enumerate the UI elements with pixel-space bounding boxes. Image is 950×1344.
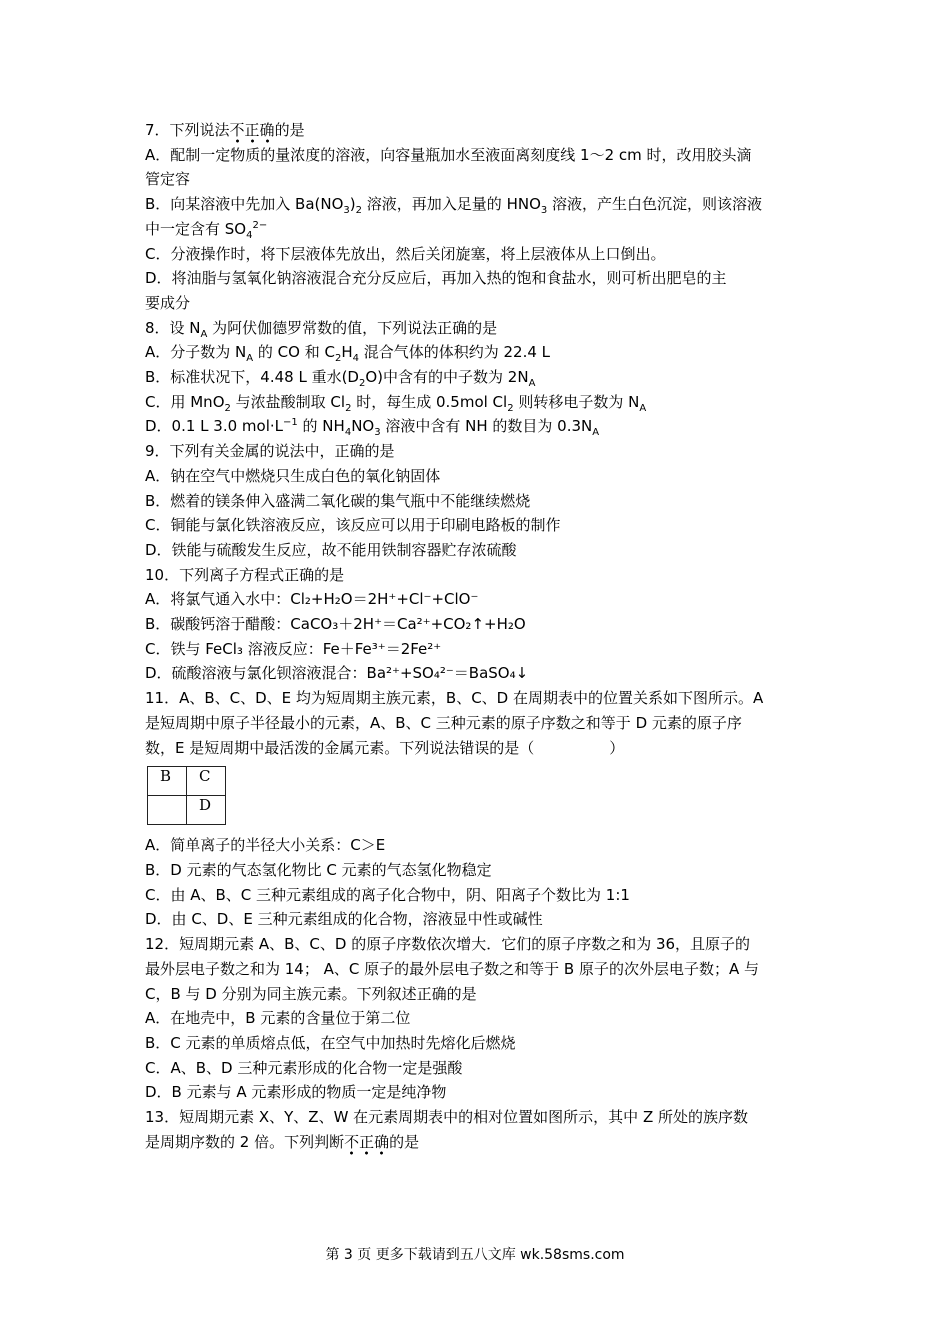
q10-option-c: C．铁与 FeCl₃ 溶液反应：Fe＋Fe³⁺＝2Fe²⁺ bbox=[145, 639, 442, 658]
table-cell: D bbox=[187, 796, 226, 825]
q9-stem: 9．下列有关金属的说法中，正确的是 bbox=[145, 442, 395, 461]
q9-option-d: D．铁能与硫酸发生反应，故不能用铁制容器贮存浓硫酸 bbox=[145, 540, 517, 559]
q11-stem-1: 11．A、B、C、D、E 均为短周期主族元素，B、C、D 在周期表中的位置关系如下图所示。A bbox=[145, 689, 764, 708]
q7-option-a: A．配制一定物质的量浓度的溶液，向容量瓶加水至液面离刻度线 1～2 cm 时，改用胶头滴 bbox=[145, 145, 752, 164]
q12-stem-3: C，B 与 D 分别为同主族元素。下列叙述正确的是 bbox=[145, 984, 477, 1003]
q12-stem-1: 12．短周期元素 A、B、C、D 的原子序数依次增大．它们的原子序数之和为 36，且原子的 bbox=[145, 935, 751, 954]
periodic-position-table bbox=[147, 766, 226, 825]
q11-stem-3: 数，E 是短周期中最活泼的金属元素。下列说法错误的是（ ） bbox=[145, 738, 625, 757]
q11-option-d: D．由 C、D、E 三种元素组成的化合物，溶液显中性或碱性 bbox=[145, 910, 543, 929]
q10-stem: 10．下列离子方程式正确的是 bbox=[145, 565, 345, 584]
q8-option-a: A．分子数为 $N_A$ 的 CO 和 $C_2H_4$ 混合气体的体积约为 22.4 L bbox=[145, 343, 551, 365]
q7-option-b: B．向某溶液中先加入 $Ba(NO_3)_2$ 溶液，再加入足量的 $HNO_3$ 溶液，产生白色沉淀，则该溶液 bbox=[145, 195, 763, 217]
q12-option-a: A．在地壳中，B 元素的含量位于第二位 bbox=[145, 1009, 411, 1028]
q7-option-a-cont: 管定容 bbox=[145, 170, 191, 189]
q11-option-a: A．简单离子的半径大小关系：C＞E bbox=[145, 836, 386, 855]
q12-option-b: B．C 元素的单质熔点低，在空气中加热时先熔化后燃烧 bbox=[145, 1033, 516, 1052]
q11-stem-2: 是短周期中原子半径最小的元素，A、B、C 三种元素的原子序数之和等于 D 元素的原子序 bbox=[145, 713, 742, 732]
emphasis-dots: 不正确 bbox=[344, 1133, 389, 1156]
q12-stem-2: 最外层电子数之和为 14； A、C 原子的最外层电子数之和等于 B 原子的次外层电子数；A 与 bbox=[145, 959, 759, 978]
q8-option-b: B．标准状况下，4.48 L 重水$(D_2O)$中含有的中子数为 $2N_A$ bbox=[145, 368, 536, 390]
page-footer: 第 3 页 更多下载请到五八文库 wk.58sms.com bbox=[325, 1247, 625, 1263]
q12-option-d: D．B 元素与 A 元素形成的物质一定是纯净物 bbox=[145, 1083, 447, 1102]
table-cell bbox=[148, 796, 187, 825]
q10-option-a: A．将氯气通入水中：Cl₂+H₂O＝2H⁺+Cl⁻+ClO⁻ bbox=[145, 590, 479, 609]
q9-option-a: A．钠在空气中燃烧只生成白色的氧化钠固体 bbox=[145, 466, 441, 485]
q10-option-d: D．硫酸溶液与氯化钡溶液混合：Ba²⁺+SO₄²⁻＝BaSO₄↓ bbox=[145, 664, 529, 683]
q8-option-d: D．0.1 L 3.0 $mol\cdot L^{-1}$ 的 $NH_4NO_3$ 溶液中含有 NH 的数目为 $0.3N_A$ bbox=[145, 417, 600, 439]
q8-stem: 8．设 $N_A$ 为阿伏伽德罗常数的值，下列说法正确的是 bbox=[145, 318, 498, 340]
q7-stem: 7．下列说法不正确的是 bbox=[145, 118, 810, 143]
table-cell: B bbox=[148, 767, 187, 796]
q7-option-d-cont: 要成分 bbox=[145, 293, 191, 312]
q7-option-d: D．将油脂与氢氧化钠溶液混合充分反应后，再加入热的饱和食盐水，则可析出肥皂的主 bbox=[145, 269, 727, 288]
q10-option-b: B．碳酸钙溶于醋酸：CaCO₃＋2H⁺＝Ca²⁺+CO₂↑+H₂O bbox=[145, 615, 526, 634]
q13-stem-1: 13．短周期元素 X、Y、Z、W 在元素周期表中的相对位置如图所示，其中 Z 所处的族序数 bbox=[145, 1108, 748, 1127]
table-cell: C bbox=[187, 767, 226, 796]
exam-page bbox=[145, 118, 810, 1154]
q11-option-b: B．D 元素的气态氢化物比 C 元素的气态氢化物稳定 bbox=[145, 860, 492, 879]
q9-option-c: C．铜能与氯化铁溶液反应，该反应可以用于印刷电路板的制作 bbox=[145, 516, 561, 535]
q11-option-c: C．由 A、B、C 三种元素组成的离子化合物中，阴、阳离子个数比为 1:1 bbox=[145, 885, 630, 904]
emphasis-dots: 不正确 bbox=[230, 121, 275, 144]
q7-option-b-cont: 中一定含有 $SO_4^{2-}$ bbox=[145, 219, 268, 241]
q13-stem-2: 是周期序数的 2 倍。下列判断不正确的是 bbox=[145, 1130, 810, 1155]
q8-option-c: C．用 MnO$_2$ 与浓盐酸制取 $Cl_2$ 时，每生成 0.5mol $Cl_2$ 则转移电子数为 $N_A$ bbox=[145, 392, 647, 414]
q9-option-b: B．燃着的镁条伸入盛满二氧化碳的集气瓶中不能继续燃烧 bbox=[145, 491, 531, 510]
q12-option-c: C．A、B、D 三种元素形成的化合物一定是强酸 bbox=[145, 1058, 463, 1077]
q7-option-c: C．分液操作时，将下层液体先放出，然后关闭旋塞，将上层液体从上口倒出。 bbox=[145, 244, 666, 263]
